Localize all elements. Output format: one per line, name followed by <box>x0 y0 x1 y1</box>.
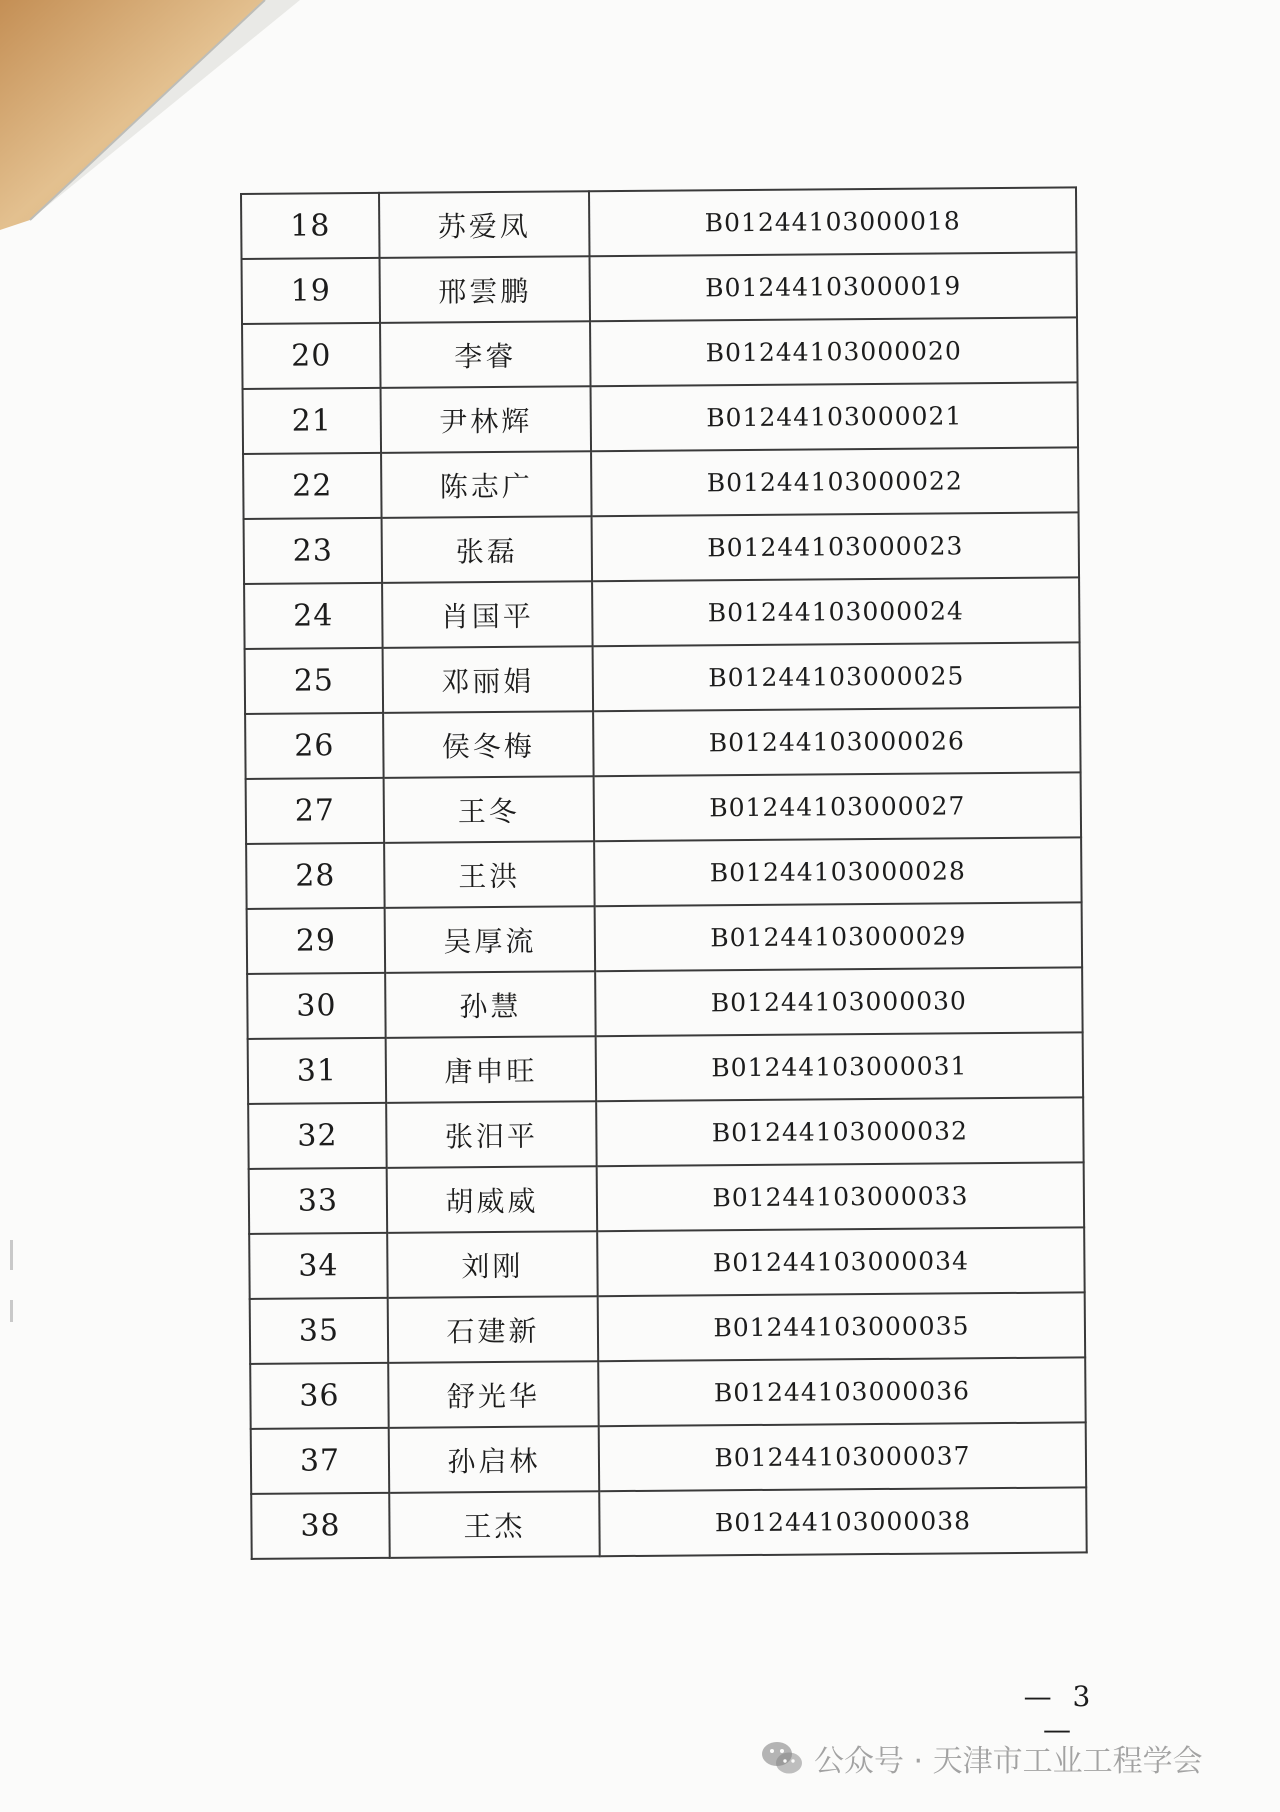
wechat-icon <box>760 1738 804 1778</box>
row-number: 29 <box>247 908 386 974</box>
table-row <box>249 1227 1084 1299</box>
row-number: 20 <box>242 323 381 389</box>
table-row <box>241 187 1076 259</box>
certificate-code: B01244103000026 <box>593 707 1080 776</box>
table-row <box>247 967 1082 1039</box>
table-row <box>243 382 1078 454</box>
person-name: 吴厚流 <box>385 906 596 973</box>
table-row <box>246 772 1081 844</box>
person-name: 陈志广 <box>381 451 592 518</box>
certificate-code: B01244103000023 <box>592 512 1079 581</box>
table-row <box>244 512 1079 584</box>
certificate-code: B01244103000033 <box>597 1162 1084 1231</box>
table-row <box>250 1357 1085 1429</box>
row-number: 23 <box>244 518 383 584</box>
person-name: 唐申旺 <box>386 1036 597 1103</box>
table-row <box>247 902 1082 974</box>
person-name: 李睿 <box>380 321 591 388</box>
certificate-code: B01244103000027 <box>594 772 1081 841</box>
row-number: 35 <box>250 1298 389 1364</box>
person-name: 邓丽娟 <box>383 646 594 713</box>
person-name: 尹林辉 <box>381 386 592 453</box>
person-name: 侯冬梅 <box>383 711 594 778</box>
watermark <box>760 1735 1203 1781</box>
row-number: 24 <box>244 583 383 649</box>
person-name: 王洪 <box>384 841 595 908</box>
person-name: 邢雲鹏 <box>380 256 591 323</box>
person-name: 张汨平 <box>386 1101 597 1168</box>
person-name: 刘刚 <box>387 1231 598 1298</box>
table-row <box>244 577 1079 649</box>
row-number: 36 <box>250 1363 389 1429</box>
certificate-code: B01244103000036 <box>598 1357 1085 1426</box>
table-body <box>241 187 1087 1559</box>
row-number: 25 <box>245 648 384 714</box>
table-row <box>243 447 1078 519</box>
row-number: 38 <box>251 1493 390 1559</box>
certificate-code: B01244103000032 <box>596 1097 1083 1166</box>
row-number: 27 <box>246 778 385 844</box>
certificate-table <box>240 186 1086 1560</box>
table-row <box>249 1162 1084 1234</box>
row-number: 19 <box>242 258 381 324</box>
table-row <box>242 252 1077 324</box>
certificate-code: B01244103000019 <box>590 252 1077 321</box>
certificate-code: B01244103000018 <box>589 187 1076 256</box>
certificate-code: B01244103000028 <box>594 837 1081 906</box>
table-row <box>248 1097 1083 1169</box>
certificate-code: B01244103000035 <box>598 1292 1085 1361</box>
page-number: — 3 — <box>1023 1680 1097 1746</box>
table-row <box>242 317 1077 389</box>
certificate-code: B01244103000020 <box>590 317 1077 386</box>
scan-artifact <box>10 1240 13 1270</box>
certificate-code: B01244103000030 <box>595 967 1082 1036</box>
row-number: 21 <box>243 388 382 454</box>
person-name: 张磊 <box>382 516 593 583</box>
certificate-code: B01244103000037 <box>599 1422 1086 1491</box>
person-name: 孙慧 <box>385 971 596 1038</box>
person-name: 王杰 <box>389 1491 600 1558</box>
certificate-code: B01244103000025 <box>593 642 1080 711</box>
person-name: 舒光华 <box>388 1361 599 1428</box>
row-number: 32 <box>248 1103 387 1169</box>
row-number: 37 <box>251 1428 390 1494</box>
person-name: 石建新 <box>388 1296 599 1363</box>
certificate-code: B01244103000034 <box>597 1227 1084 1296</box>
certificate-code: B01244103000021 <box>591 382 1078 451</box>
person-name: 胡威威 <box>387 1166 598 1233</box>
table-row <box>251 1487 1086 1559</box>
table-row <box>245 642 1080 714</box>
person-name: 孙启林 <box>389 1426 600 1493</box>
table-row <box>246 837 1081 909</box>
table-row <box>251 1422 1086 1494</box>
row-number: 22 <box>243 453 382 519</box>
row-number: 28 <box>246 843 385 909</box>
table-row <box>248 1032 1083 1104</box>
certificate-code: B01244103000022 <box>591 447 1078 516</box>
row-number: 18 <box>241 193 380 259</box>
certificate-code: B01244103000024 <box>592 577 1079 646</box>
person-name: 王冬 <box>384 776 595 843</box>
person-name: 肖国平 <box>382 581 593 648</box>
row-number: 26 <box>245 713 384 779</box>
row-number: 31 <box>248 1038 387 1104</box>
certificate-code: B01244103000031 <box>596 1032 1083 1101</box>
watermark-text: 公众号 · 天津市工业工程学会 <box>814 1744 1203 1779</box>
row-number: 30 <box>247 973 386 1039</box>
certificate-code: B01244103000038 <box>599 1487 1086 1556</box>
table-row <box>250 1292 1085 1364</box>
person-name: 苏爱凤 <box>379 191 590 258</box>
certificate-code: B01244103000029 <box>595 902 1082 971</box>
row-number: 33 <box>249 1168 388 1234</box>
table-row <box>245 707 1080 779</box>
row-number: 34 <box>249 1233 388 1299</box>
scan-artifact <box>10 1300 13 1322</box>
